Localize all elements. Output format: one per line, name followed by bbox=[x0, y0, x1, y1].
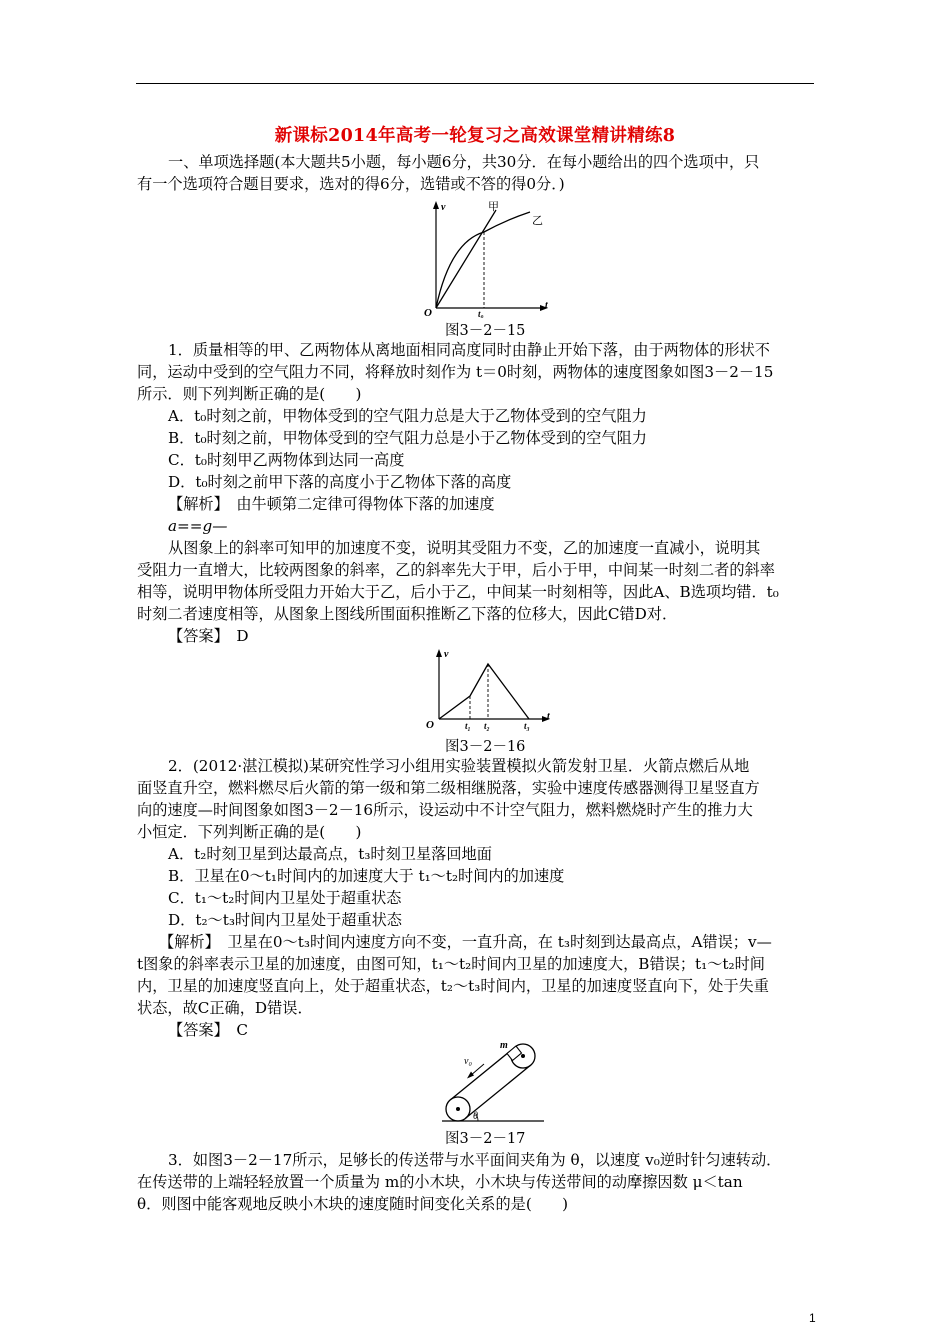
question-text: 向的速度—时间图象如图3－2－16所示，设运动中不计空气阻力，燃料燃烧时产生的推力大 bbox=[137, 801, 753, 819]
figure-caption: 图3－2－15 bbox=[445, 323, 526, 339]
question-text: 面竖直升空，燃料燃尽后火箭的第一级和第二级相继脱落，实验中速度传感器测得卫星竖直方 bbox=[137, 779, 760, 797]
question-text: 同，运动中受到的空气阻力不同，将释放时刻作为 t＝0时刻，两物体的速度图象如图3－2－15 bbox=[137, 363, 774, 381]
answer-text: 【答案】 C bbox=[168, 1021, 248, 1039]
question-text: 小恒定．下列判断正确的是( ) bbox=[137, 823, 362, 841]
answer-text: 【答案】 D bbox=[168, 627, 249, 645]
origin-label: O bbox=[426, 719, 434, 731]
t0-label: t₀ bbox=[478, 309, 484, 318]
wood-block bbox=[507, 1046, 522, 1061]
t3-label: t₃ bbox=[524, 721, 530, 731]
question-text: θ．则图中能客观地反映小木块的速度随时间变化关系的是( ) bbox=[137, 1195, 569, 1213]
option-c: C．t₁～t₂时间内卫星处于超重状态 bbox=[168, 889, 402, 907]
t-axis-label: t bbox=[545, 300, 548, 311]
curve-jia bbox=[436, 210, 496, 308]
question-text: 所示．则下列判断正确的是( ) bbox=[137, 385, 362, 403]
mass-label: m bbox=[500, 1040, 508, 1051]
header-rule bbox=[136, 83, 814, 84]
formula: a==g— bbox=[168, 517, 228, 535]
option-d: D．t₀时刻之前甲下落的高度小于乙物体下落的高度 bbox=[168, 473, 512, 491]
v0-label: v₀ bbox=[464, 1056, 472, 1067]
analysis-text: 状态，故C正确，D错误． bbox=[137, 999, 313, 1017]
figure-3-2-16 bbox=[420, 645, 560, 735]
question-text: 3．如图3－2－17所示，足够长的传送带与水平面间夹角为 θ，以速度 v₀逆时针匀速转动． bbox=[168, 1151, 782, 1169]
analysis-text: 相等，说明甲物体所受阻力开始大于乙，后小于乙，中间某一时刻相等，因此A、B选项均错．t₀ bbox=[137, 583, 779, 601]
figure-caption: 图3－2－16 bbox=[445, 739, 526, 755]
option-d: D．t₂～t₃时间内卫星处于超重状态 bbox=[168, 911, 402, 929]
analysis-text: 从图象上的斜率可知甲的加速度不变，说明其受阻力不变，乙的加速度一直减小，说明其 bbox=[168, 539, 761, 557]
figure-3-2-17 bbox=[440, 1036, 550, 1124]
t1-label: t₁ bbox=[465, 721, 471, 731]
page-title: 新课标2014年高考一轮复习之高效课堂精讲精练8 bbox=[274, 126, 676, 146]
jia-label: 甲 bbox=[488, 201, 499, 213]
upper-pulley-axle bbox=[521, 1054, 525, 1058]
analysis-text: 受阻力一直增大，比较两图象的斜率，乙的斜率先大于甲，后小于甲，中间某一时刻二者的斜率 bbox=[137, 561, 775, 579]
analysis-text: 时刻二者速度相等，从图象上图线所围面积推断乙下落的位移大，因此C错D对． bbox=[137, 605, 678, 623]
option-c: C．t₀时刻甲乙两物体到达同一高度 bbox=[168, 451, 405, 469]
option-a: A．t₀时刻之前，甲物体受到的空气阻力总是大于乙物体受到的空气阻力 bbox=[168, 407, 647, 425]
section-text: 有一个选项符合题目要求，选对的得6分，选错或不答的得0分．) bbox=[137, 175, 565, 193]
t2-label: t₂ bbox=[484, 721, 490, 731]
velocity-graph bbox=[439, 664, 529, 719]
analysis-text: 【解析】 由牛顿第二定律可得物体下落的加速度 bbox=[168, 495, 495, 513]
v-axis-arrow bbox=[436, 649, 442, 657]
question-text: 2．(2012·湛江模拟)某研究性学习小组用实验装置模拟火箭发射卫星．火箭点燃后从地 bbox=[168, 757, 750, 775]
analysis-text: t图象的斜率表示卫星的加速度，由图可知，t₁～t₂时间内卫星的加速度大，B错误；t₁～t₂时间 bbox=[137, 955, 765, 973]
analysis-text: 【解析】 卫星在0～t₃时间内速度方向不变，一直升高，在 t₃时刻到达最高点，A错误；v— bbox=[159, 933, 772, 951]
option-b: B．卫星在0～t₁时间内的加速度大于 t₁～t₂时间内的加速度 bbox=[168, 867, 565, 885]
v-axis-label: v bbox=[444, 649, 449, 660]
belt-top bbox=[451, 1047, 516, 1100]
question-text: 1．质量相等的甲、乙两物体从离地面相同高度同时由静止开始下落，由于两物体的形状不 bbox=[168, 341, 770, 359]
lower-pulley-axle bbox=[456, 1107, 460, 1111]
section-text: 一、单项选择题(本大题共5小题，每小题6分，共30分．在每小题给出的四个选项中，只 bbox=[168, 153, 760, 171]
v-axis-arrow bbox=[433, 201, 439, 209]
question-text: 在传送带的上端轻轻放置一个质量为 m的小木块，小木块与传送带间的动摩擦因数 μ＜tan bbox=[137, 1173, 743, 1191]
figure-caption: 图3－2－17 bbox=[445, 1131, 526, 1147]
theta-label: θ bbox=[473, 1111, 478, 1122]
analysis-text: 内，卫星的加速度竖直向上，处于超重状态，t₂～t₃时间内，卫星的加速度竖直向下，处于失重 bbox=[137, 977, 769, 995]
t-axis-label: t bbox=[547, 711, 550, 722]
origin-label: O bbox=[424, 307, 432, 318]
v0-arrowhead bbox=[467, 1072, 474, 1079]
figure-3-2-15 bbox=[418, 196, 558, 318]
option-a: A．t₂时刻卫星到达最高点，t₃时刻卫星落回地面 bbox=[168, 845, 492, 863]
yi-label: 乙 bbox=[532, 215, 543, 227]
page-number: 1 bbox=[809, 1311, 816, 1325]
v-axis-label: v bbox=[441, 202, 446, 213]
option-b: B．t₀时刻之前，甲物体受到的空气阻力总是小于乙物体受到的空气阻力 bbox=[168, 429, 647, 447]
curve-yi bbox=[436, 212, 530, 308]
